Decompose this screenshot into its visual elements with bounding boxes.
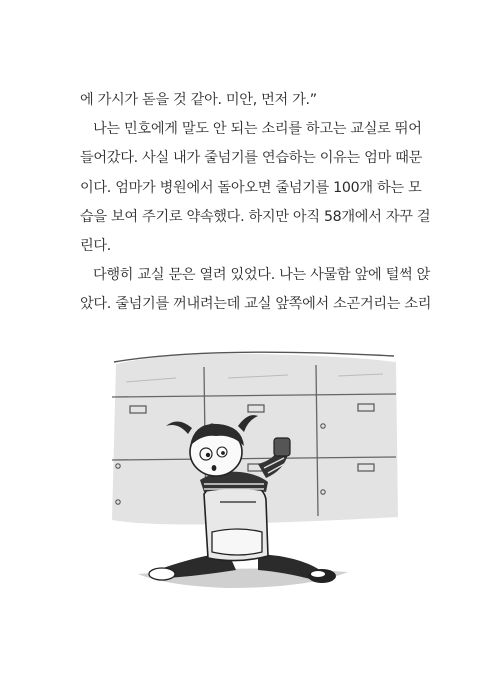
- girl-at-locker-illustration: [108, 342, 400, 597]
- text-line: 다행히 교실 문은 열려 있었다. 나는 사물함 앞에 털썩 앉: [93, 267, 431, 284]
- text-line: 았다. 줄넘기를 꺼내려는데 교실 앞쪽에서 소곤거리는 소리: [80, 296, 432, 313]
- text-line: 에 가시가 돋을 것 같아. 미안, 먼저 가.”: [80, 92, 317, 108]
- text-line: 습을 보여 주기로 약속했다. 하지만 아직 58개에서 자꾸 걸: [80, 208, 431, 225]
- text-line: 린다.: [80, 237, 112, 254]
- text-line: 이다. 엄마가 병원에서 돌아오면 줄넘기를 100개 하는 모: [80, 179, 422, 196]
- story-text: [80, 86, 432, 320]
- text-line: 나는 민호에게 말도 안 되는 소리를 하고는 교실로 뛰어: [93, 121, 422, 138]
- text-line: 들어갔다. 사실 내가 줄넘기를 연습하는 이유는 엄마 때문: [80, 150, 422, 167]
